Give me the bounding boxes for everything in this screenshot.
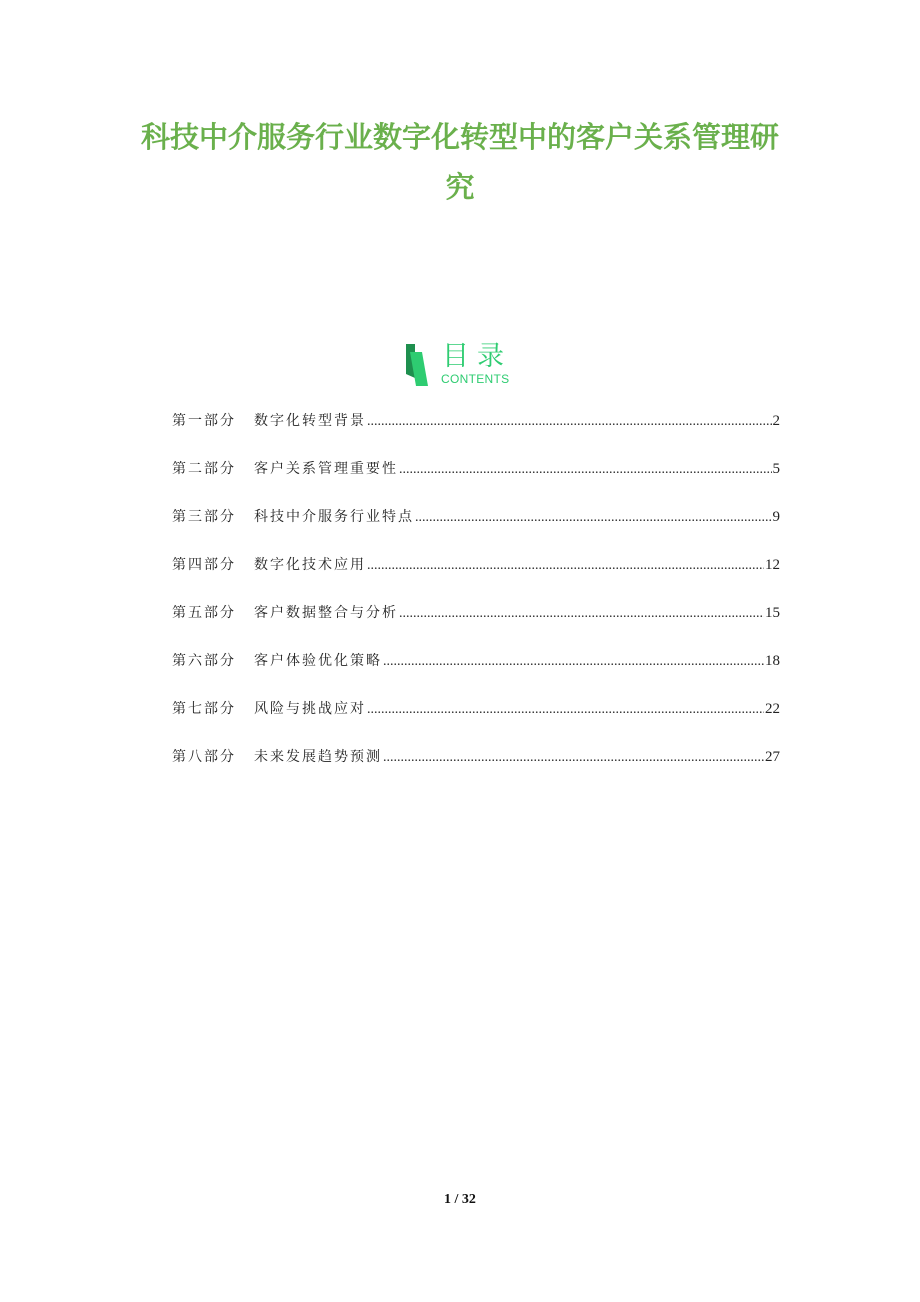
toc-item-3[interactable]: [172, 506, 780, 554]
page-indicator: 1 / 32: [444, 1192, 476, 1207]
toc-item-2[interactable]: [172, 458, 780, 506]
toc-page-number: 27: [765, 749, 780, 765]
table-of-contents: [172, 410, 780, 794]
toc-part-label: 第六部分: [172, 653, 236, 669]
toc-page-number: 18: [765, 653, 780, 669]
toc-title: 目录: [442, 341, 512, 372]
toc-page-number: 22: [765, 701, 780, 717]
toc-part-label: 第一部分: [172, 413, 236, 429]
toc-page-number: 9: [772, 509, 780, 525]
toc-part-label: 第八部分: [172, 749, 236, 765]
toc-section-name: 客户关系管理重要性: [254, 461, 398, 477]
toc-item-5[interactable]: [172, 602, 780, 650]
toc-section-name: 数字化转型背景: [254, 413, 366, 429]
toc-item-1[interactable]: [172, 410, 780, 458]
toc-section-name: 未来发展趋势预测: [254, 749, 382, 765]
toc-dot-leader: [367, 414, 772, 430]
toc-page-number: 5: [772, 461, 780, 477]
toc-item-7[interactable]: [172, 698, 780, 746]
toc-part-label: 第三部分: [172, 509, 236, 525]
toc-item-6[interactable]: [172, 650, 780, 698]
toc-part-label: 第四部分: [172, 557, 236, 573]
toc-dot-leader: [383, 750, 764, 766]
toc-subtitle: CONTENTS: [441, 372, 510, 386]
toc-dot-leader: [383, 654, 764, 670]
toc-part-label: 第五部分: [172, 605, 236, 621]
book-bookmark-icon: [402, 344, 432, 386]
document-title: 科技中介服务行业数字化转型中的客户关系管理研究: [140, 120, 779, 204]
toc-part-label: 第二部分: [172, 461, 236, 477]
toc-part-label: 第七部分: [172, 701, 236, 717]
toc-header: [402, 340, 542, 390]
toc-item-4[interactable]: [172, 554, 780, 602]
toc-page-number: 15: [765, 605, 780, 621]
toc-item-8[interactable]: [172, 746, 780, 794]
toc-dot-leader: [415, 510, 772, 526]
toc-section-name: 科技中介服务行业特点: [254, 509, 414, 525]
toc-dot-leader: [367, 558, 764, 574]
toc-section-name: 风险与挑战应对: [254, 701, 366, 717]
toc-page-number: 2: [772, 413, 780, 429]
toc-dot-leader: [367, 702, 764, 718]
toc-page-number: 12: [765, 557, 780, 573]
toc-section-name: 数字化技术应用: [254, 557, 366, 573]
toc-dot-leader: [399, 606, 764, 622]
toc-dot-leader: [399, 462, 772, 478]
toc-section-name: 客户体验优化策略: [254, 653, 382, 669]
toc-section-name: 客户数据整合与分析: [254, 605, 398, 621]
